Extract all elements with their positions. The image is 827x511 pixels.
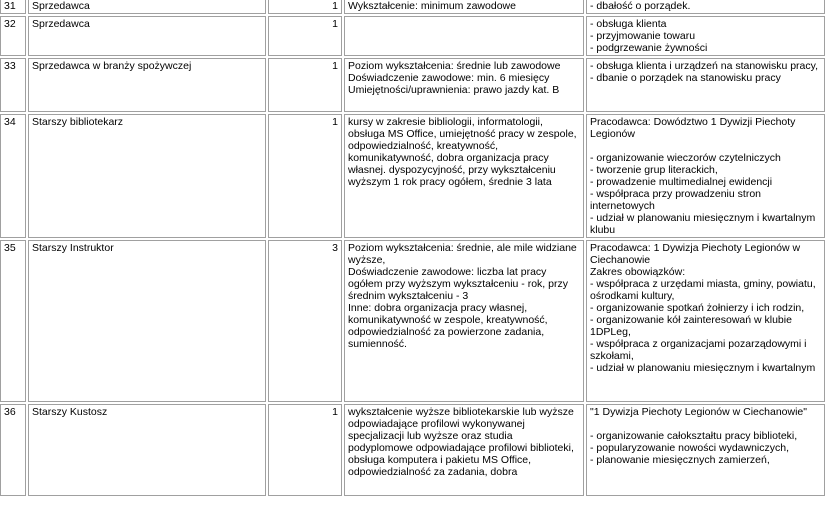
duty-line: - dbałość o porządek. <box>590 0 691 12</box>
row-number-cell: 34 <box>0 114 26 238</box>
position-cell: Starszy Instruktor <box>28 240 266 402</box>
duty-line: - organizowanie spotkań żołnierzy i ich rodzin, <box>590 302 805 314</box>
duty-line: - organizowanie całokształtu pracy biblioteki, <box>590 430 798 442</box>
duty-line: Zakres obowiązków: <box>590 266 686 278</box>
duty-line: - współpraca z organizacjami pozarządowymi i szkołami, <box>590 338 807 362</box>
duty-line: - popularyzowanie nowości wydawniczych, <box>590 442 790 454</box>
duty-line: - tworzenie grup literackich, <box>590 164 718 176</box>
requirement-line: kursy w zakresie bibliologii, informatologii, obsługa MS Office, umiejętność pracy w zespole, odpowiedzialność, kreatywność, komunikatywność, dobra organizacja pracy własnej. dyspozycyjność, przy wykształceniu wyższym 1 rok pracy ogółem, średnie 3 lata <box>348 116 577 188</box>
duty-line: - przyjmowanie towaru <box>590 30 696 42</box>
row-number-cell: 31 <box>0 0 26 14</box>
count-cell: 1 <box>268 58 342 112</box>
table-row <box>0 114 825 238</box>
requirements-cell <box>344 16 584 56</box>
requirements-cell <box>344 404 584 496</box>
table-row <box>0 58 825 112</box>
row-number-cell: 32 <box>0 16 26 56</box>
table-row <box>0 240 825 402</box>
duty-line: - współpraca z urzędami miasta, gminy, powiatu, ośrodkami kultury, <box>590 278 816 302</box>
position-cell: Starszy Kustosz <box>28 404 266 496</box>
duty-line: - prowadzenie multimedialnej ewidencji <box>590 176 773 188</box>
requirement-line: Wykształcenie: minimum zawodowe <box>348 0 516 12</box>
duty-line: "1 Dywizja Piechoty Legionów w Ciechanowie" <box>590 406 807 418</box>
duty-line: Pracodawca: 1 Dywizja Piechoty Legionów w Ciechanowie <box>590 242 801 266</box>
row-number-cell: 33 <box>0 58 26 112</box>
count-cell: 1 <box>268 404 342 496</box>
duties-cell <box>586 16 825 56</box>
duties-cell <box>586 114 825 238</box>
requirement-line: wykształcenie wyższe bibliotekarskie lub wyższe odpowiadające profilowi wykonywanej specjalizacji lub wyższe oraz studia podyplomowe odpowiadające profilowi biblioteki, obsługa komputera i pakietu MS Office, odpowiedzialność za zadania, dobra <box>348 406 574 478</box>
duty-line: - udział w planowaniu miesięcznym i kwartalnym klubu <box>590 212 816 236</box>
requirement-line: Doświadczenie zawodowe: min. 6 miesięcy <box>348 72 550 84</box>
requirements-cell <box>344 240 584 402</box>
duty-line <box>590 418 821 430</box>
count-cell: 1 <box>268 114 342 238</box>
position-cell: Sprzedawca <box>28 0 266 14</box>
duty-line: - planowanie miesięcznych zamierzeń, <box>590 454 770 466</box>
requirement-line: Poziom wykształcenia: średnie, ale mile widziane wyższe, <box>348 242 577 266</box>
duty-line: - udział w planowaniu miesięcznym i kwartalnym <box>590 362 816 374</box>
row-number-cell: 35 <box>0 240 26 402</box>
count-cell: 1 <box>268 0 342 14</box>
row-number-cell: 36 <box>0 404 26 496</box>
duties-cell <box>586 240 825 402</box>
table-row <box>0 0 825 14</box>
requirements-cell <box>344 58 584 112</box>
duty-line <box>590 140 821 152</box>
requirement-line: Poziom wykształcenia: średnie lub zawodowe <box>348 60 561 72</box>
requirement-line: Inne: dobra organizacja pracy własnej, komunikatywność w zespole, kreatywność, odpowiedzialność za powierzone zadania, sumienność. <box>348 302 548 350</box>
duty-line: - obsługa klienta i urządzeń na stanowisku pracy, <box>590 60 819 72</box>
duties-cell <box>586 404 825 496</box>
position-cell: Sprzedawca <box>28 16 266 56</box>
table-row <box>0 16 825 56</box>
requirement-line: Umiejętności/uprawnienia: prawo jazdy kat. B <box>348 84 560 96</box>
requirements-cell <box>344 114 584 238</box>
position-cell: Starszy bibliotekarz <box>28 114 266 238</box>
duty-line: - organizowanie wieczorów czytelniczych <box>590 152 781 164</box>
position-cell: Sprzedawca w branży spożywczej <box>28 58 266 112</box>
requirements-cell <box>344 0 584 14</box>
count-cell: 1 <box>268 16 342 56</box>
table-row <box>0 404 825 496</box>
requirement-line: Doświadczenie zawodowe: liczba lat pracy ogółem przy wyższym wykształceniu - rok, przy średnim wykształceniu - 3 <box>348 266 568 302</box>
duty-line: - współpraca przy prowadzeniu stron internetowych <box>590 188 761 212</box>
duty-line: - podgrzewanie żywności <box>590 42 708 54</box>
duties-cell <box>586 0 825 14</box>
duty-line: Pracodawca: Dowództwo 1 Dywizji Piechoty Legionów <box>590 116 796 140</box>
duty-line: - obsługa klienta <box>590 18 667 30</box>
duties-cell <box>586 58 825 112</box>
count-cell: 3 <box>268 240 342 402</box>
duty-line: - dbanie o porządek na stanowisku pracy <box>590 72 781 84</box>
duty-line: - organizowanie kół zainteresowań w klubie 1DPLeg, <box>590 314 792 338</box>
